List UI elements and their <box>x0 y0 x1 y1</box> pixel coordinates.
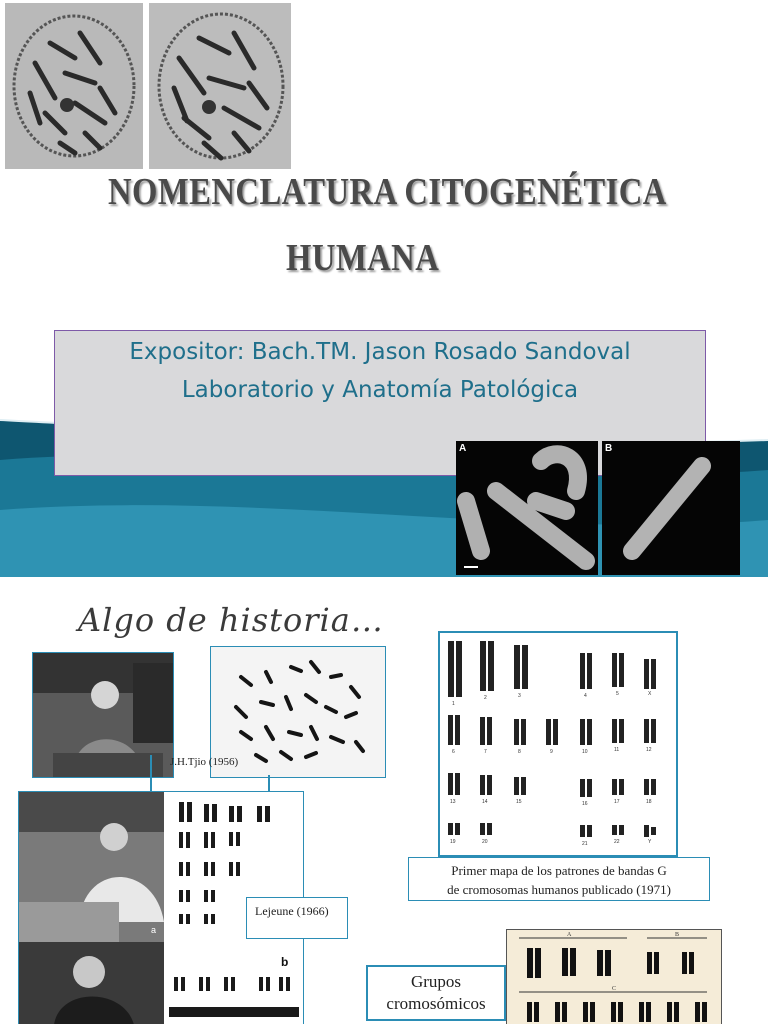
svg-text:3: 3 <box>518 693 521 699</box>
svg-text:6: 6 <box>452 749 455 755</box>
svg-text:15: 15 <box>516 799 522 805</box>
svg-text:18: 18 <box>646 799 652 805</box>
svg-text:13: 13 <box>450 799 456 805</box>
svg-text:2: 2 <box>484 695 487 701</box>
gband-caption <box>408 857 710 901</box>
svg-text:11: 11 <box>614 747 620 753</box>
svg-text:4: 4 <box>584 693 587 699</box>
tjio-caption: J.H.Tjio (1956) <box>170 756 239 768</box>
slide-history <box>0 577 768 1024</box>
svg-text:22: 22 <box>614 839 620 845</box>
svg-text:19: 19 <box>450 839 456 845</box>
title-line-2: HUMANA <box>286 237 440 279</box>
panel-a-label: A <box>459 443 467 454</box>
svg-text:X: X <box>648 691 652 697</box>
svg-text:7: 7 <box>484 749 487 755</box>
panel-b-label: B <box>605 443 613 454</box>
svg-text:10: 10 <box>582 749 588 755</box>
svg-text:16: 16 <box>582 801 588 807</box>
groups-caption <box>366 965 506 1021</box>
history-heading: Algo de historia… <box>78 601 384 639</box>
svg-text:C: C <box>612 986 617 992</box>
svg-text:20: 20 <box>482 839 488 845</box>
groups-caption-line-1: Grupos <box>410 972 462 991</box>
gband-caption-line-1: Primer mapa de los patrones de bandas G <box>451 863 667 878</box>
metaphase-micrograph-right <box>149 3 291 169</box>
lejeune-caption: Lejeune (1966) <box>246 897 348 939</box>
presenter-name: Expositor: Bach.TM. Jason Rosado Sandoval <box>129 339 631 365</box>
sem-chromosome-panel-a <box>456 441 598 575</box>
chromosome-groups-figure <box>506 929 722 1024</box>
svg-text:21: 21 <box>582 841 588 847</box>
svg-text:Y: Y <box>648 839 652 845</box>
svg-text:12: 12 <box>646 747 652 753</box>
title-line-1: NOMENCLATURA CITOGENÉTICA <box>108 171 667 213</box>
karyotype-label-b: b <box>281 955 289 969</box>
svg-text:9: 9 <box>550 749 553 755</box>
karyotype-label-a: a <box>151 925 157 935</box>
groups-caption-line-2: cromosómicos <box>386 994 486 1013</box>
svg-text:8: 8 <box>518 749 521 755</box>
svg-text:5: 5 <box>616 691 619 697</box>
department-name: Laboratorio y Anatomía Patológica <box>181 377 579 403</box>
svg-text:14: 14 <box>482 799 488 805</box>
metaphase-micrograph-left <box>5 3 143 169</box>
svg-text:A: A <box>567 932 572 938</box>
svg-text:17: 17 <box>614 799 620 805</box>
svg-text:B: B <box>675 932 680 938</box>
sem-chromosome-panel-b <box>602 441 740 575</box>
gband-caption-line-2: de cromosomas humanos publicado (1971) <box>447 882 671 897</box>
gband-map <box>438 631 678 857</box>
svg-text:1: 1 <box>452 701 455 707</box>
